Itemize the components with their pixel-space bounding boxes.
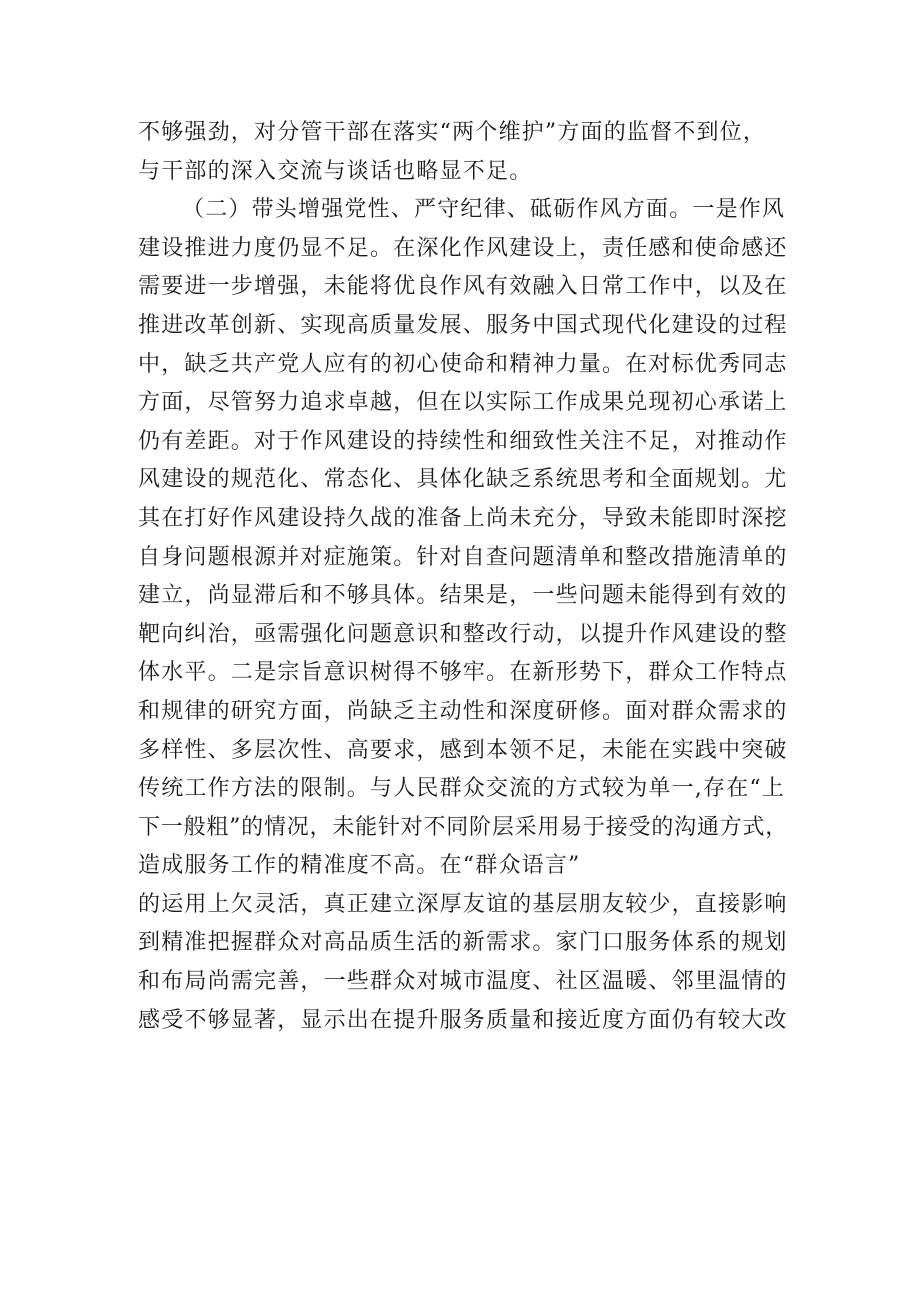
text-line: 方面，尽管努力追求卓越，但在以实际工作成果兑现初心承诺上 <box>138 390 788 416</box>
text-line: 感受不够显著，显示出在提升服务质量和接近度方面仍有较大改 <box>138 1007 788 1033</box>
text-line: 建设推进力度仍显不足。在深化作风建设上，责任感和使命感还 <box>138 235 788 261</box>
text-line: 中，缺乏共产党人应有的初心使命和精神力量。在对标优秀同志 <box>138 351 788 377</box>
section-heading-line: （二）带头增强党性、严守纪律、砥砺作风方面。一是作风 <box>182 197 786 223</box>
text-line: 风建设的规范化、常态化、具体化缺乏系统思考和全面规划。尤 <box>138 467 788 493</box>
text-line: 需要进一步增强，未能将优良作风有效融入日常工作中，以及在 <box>138 274 788 300</box>
body-text <box>138 114 788 1040</box>
text-line: 仍有差距。对于作风建设的持续性和细致性关注不足，对推动作 <box>138 428 788 454</box>
text-line: 建立，尚显滞后和不够具体。结果是，一些问题未能得到有效的 <box>138 583 788 609</box>
text-line: 和布局尚需完善，一些群众对城市温度、社区温暖、邻里温情的 <box>138 969 788 995</box>
text-line: 推进改革创新、实现高质量发展、服务中国式现代化建设的过程 <box>138 312 788 338</box>
text-line: 传统工作方法的限制。与人民群众交流的方式较为单一,存在“上 <box>138 776 786 802</box>
text-line: 与干部的深入交流与谈话也略显不足。 <box>138 158 533 184</box>
text-line: 造成服务工作的精准度不高。在“群众语言” <box>138 853 581 879</box>
text-line: 自身问题根源并对症施策。针对自查问题清单和整改措施清单的 <box>138 544 788 570</box>
text-line: 和规律的研究方面，尚缺乏主动性和深度研修。面对群众需求的 <box>138 698 788 724</box>
text-line: 体水平。二是宗旨意识树得不够牢。在新形势下，群众工作特点 <box>138 660 788 686</box>
text-line: 的运用上欠灵活，真正建立深厚友谊的基层朋友较少，直接影响 <box>138 891 788 917</box>
text-line: 到精准把握群众对高品质生活的新需求。家门口服务体系的规划 <box>138 930 788 956</box>
text-line: 靶向纠治，亟需强化问题意识和整改行动，以提升作风建设的整 <box>138 621 788 647</box>
text-line: 多样性、多层次性、高要求，感到本领不足，未能在实践中突破 <box>138 737 788 763</box>
text-line: 其在打好作风建设持久战的准备上尚未充分，导致未能即时深挖 <box>138 505 788 531</box>
text-line: 不够强劲，对分管干部在落实“两个维护”方面的监督不到位， <box>138 120 767 145</box>
text-line: 下一般粗”的情况，未能针对不同阶层采用易于接受的沟通方式， <box>138 814 789 840</box>
